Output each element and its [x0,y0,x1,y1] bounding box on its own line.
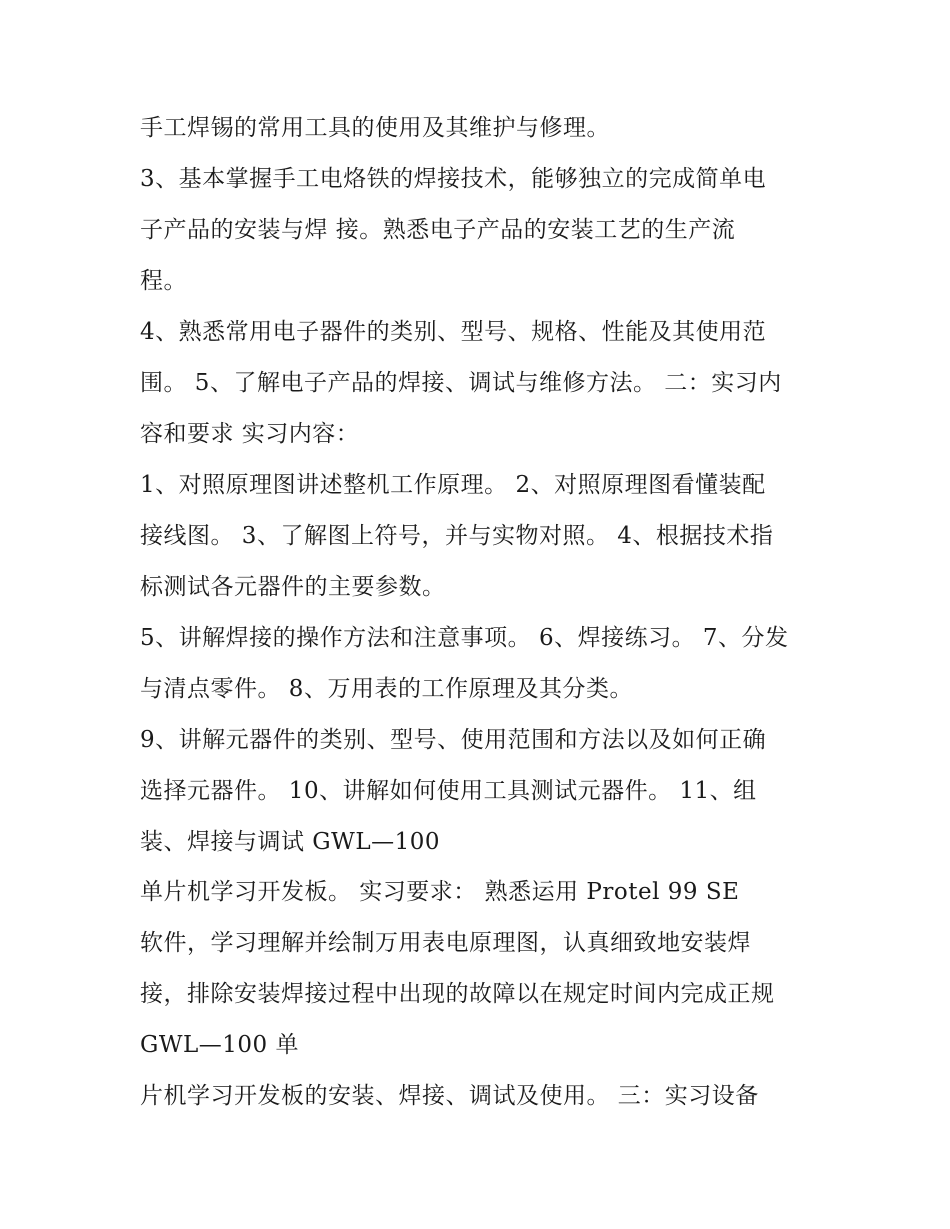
text-line: 接，排除安装焊接过程中出现的故障以在规定时间内完成正规 [140,981,775,1007]
text-line: 1、对照原理图讲述整机工作原理。 2、对照原理图看懂装配 [140,472,766,498]
text-line: 接线图。 3、了解图上符号，并与实物对照。 4、根据技术指 [140,523,774,549]
text-line: 与清点零件。 8、万用表的工作原理及其分类。 [140,676,633,702]
text-line: 3、基本掌握手工电烙铁的焊接技术，能够独立的完成简单电 [140,166,767,192]
text-line: 单片机学习开发板。 实习要求： 熟悉运用 Protel 99 SE [140,879,740,905]
text-line: 围。 5、了解电子产品的焊接、调试与维修方法。 二：实习内 [140,370,782,396]
text-line: 选择元器件。 10、讲解如何使用工具测试元器件。 11、组 [140,778,757,804]
text-line: 5、讲解焊接的操作方法和注意事项。 6、焊接练习。 7、分发 [140,625,789,651]
text-line: 9、讲解元器件的类别、型号、使用范围和方法以及如何正确 [140,727,767,753]
text-line: 软件，学习理解并绘制万用表电原理图，认真细致地安装焊 [140,930,751,956]
text-line: 标测试各元器件的主要参数。 [140,574,446,600]
text-line: 手工焊锡的常用工具的使用及其维护与修理。 [140,115,610,141]
text-line: 程。 [140,268,187,294]
text-line: GWL—100 单 [140,1032,299,1058]
text-line: 4、熟悉常用电子器件的类别、型号、规格、性能及其使用范 [140,319,767,345]
text-line: 装、焊接与调试 GWL—100 [140,829,440,855]
text-line: 片机学习开发板的安装、焊接、调试及使用。 三：实习设备 [140,1083,759,1109]
text-line: 子产品的安装与焊 接。熟悉电子产品的安装工艺的生产流 [140,217,736,243]
text-line: 容和要求 实习内容： [140,421,360,447]
